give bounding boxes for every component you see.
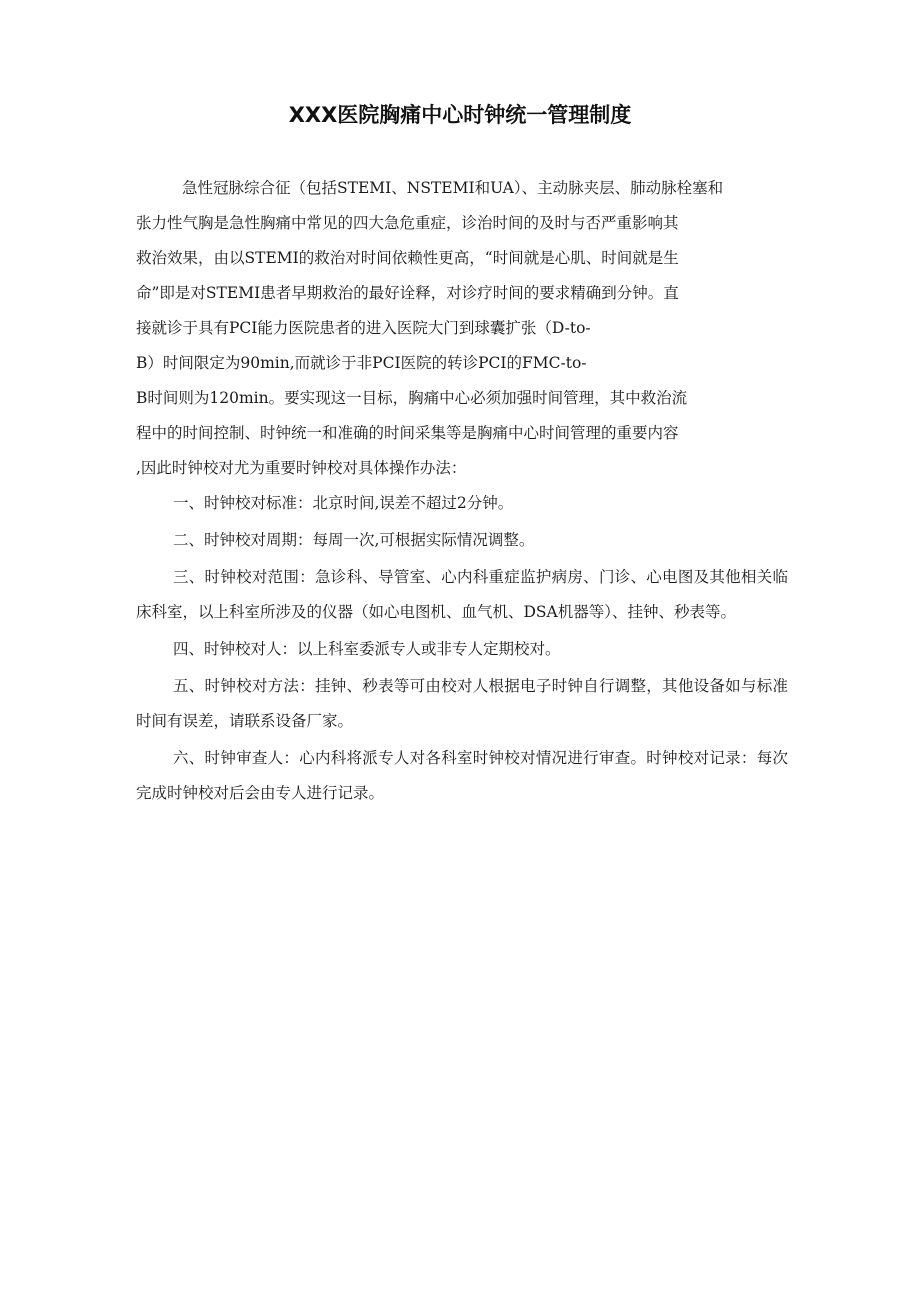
intro-line: B时间则为120min。要实现这一目标，胸痛中心必须加强时间管理，其中救治流 (136, 389, 688, 407)
intro-line: 救治效果，由以STEMI的救治对时间依赖性更高，“时间就是心肌、时间就是生 (136, 249, 679, 267)
rule-method: 五、时钟校对方法：挂钟、秒表等可由校对人根据电子时钟自行调整，其他设备如与标准时间有误差，请联系设备厂家。 (136, 677, 788, 730)
rule-cycle: 二、时钟校对周期：每周一次,可根据实际情况调整。 (173, 531, 535, 549)
intro-line: 命”即是对STEMI患者早期救治的最好诠释，对诊疗时间的要求精确到分钟。直 (136, 284, 679, 302)
rules-list (136, 486, 788, 811)
document-body (136, 171, 788, 811)
intro-line: 程中的时间控制、时钟统一和准确的时间采集等是胸痛中心时间管理的重要内容 (136, 424, 679, 442)
rule-reviewer: 六、时钟审查人：心内科将派专人对各科室时钟校对情况进行审查。时钟校对记录：每次完成时钟校对后会由专人进行记录。 (136, 749, 788, 802)
intro-line: B）时间限定为90min,而就诊于非PCI医院的转诊PCI的FMC-to- (136, 354, 587, 372)
intro-line: 张力性气胸是急性胸痛中常见的四大急危重症，诊治时间的及时与否严重影响其 (136, 214, 679, 232)
intro-line: 急性冠脉综合征（包括STEMI、NSTEMI和UA）、主动脉夹层、肺动脉栓塞和 (182, 179, 724, 197)
document-title: XXX医院胸痛中心时钟统一管理制度 (288, 103, 632, 127)
rule-scope: 三、时钟校对范围：急诊科、导管室、心内科重症监护病房、门诊、心电图及其他相关临床科室，以上科室所涉及的仪器（如心电图机、血气机、DSA机器等）、挂钟、秒表等。 (136, 568, 788, 621)
intro-line: ,因此时钟校对尤为重要时钟校对具体操作办法： (136, 459, 467, 477)
intro-line: 接就诊于具有PCI能力医院患者的进入医院大门到球囊扩张（D-to- (136, 319, 591, 337)
rule-person: 四、时钟校对人：以上科室委派专人或非专人定期校对。 (173, 640, 561, 658)
rule-standard: 一、时钟校对标准：北京时间,误差不超过2分钟。 (173, 494, 514, 512)
intro-paragraph (136, 171, 788, 486)
